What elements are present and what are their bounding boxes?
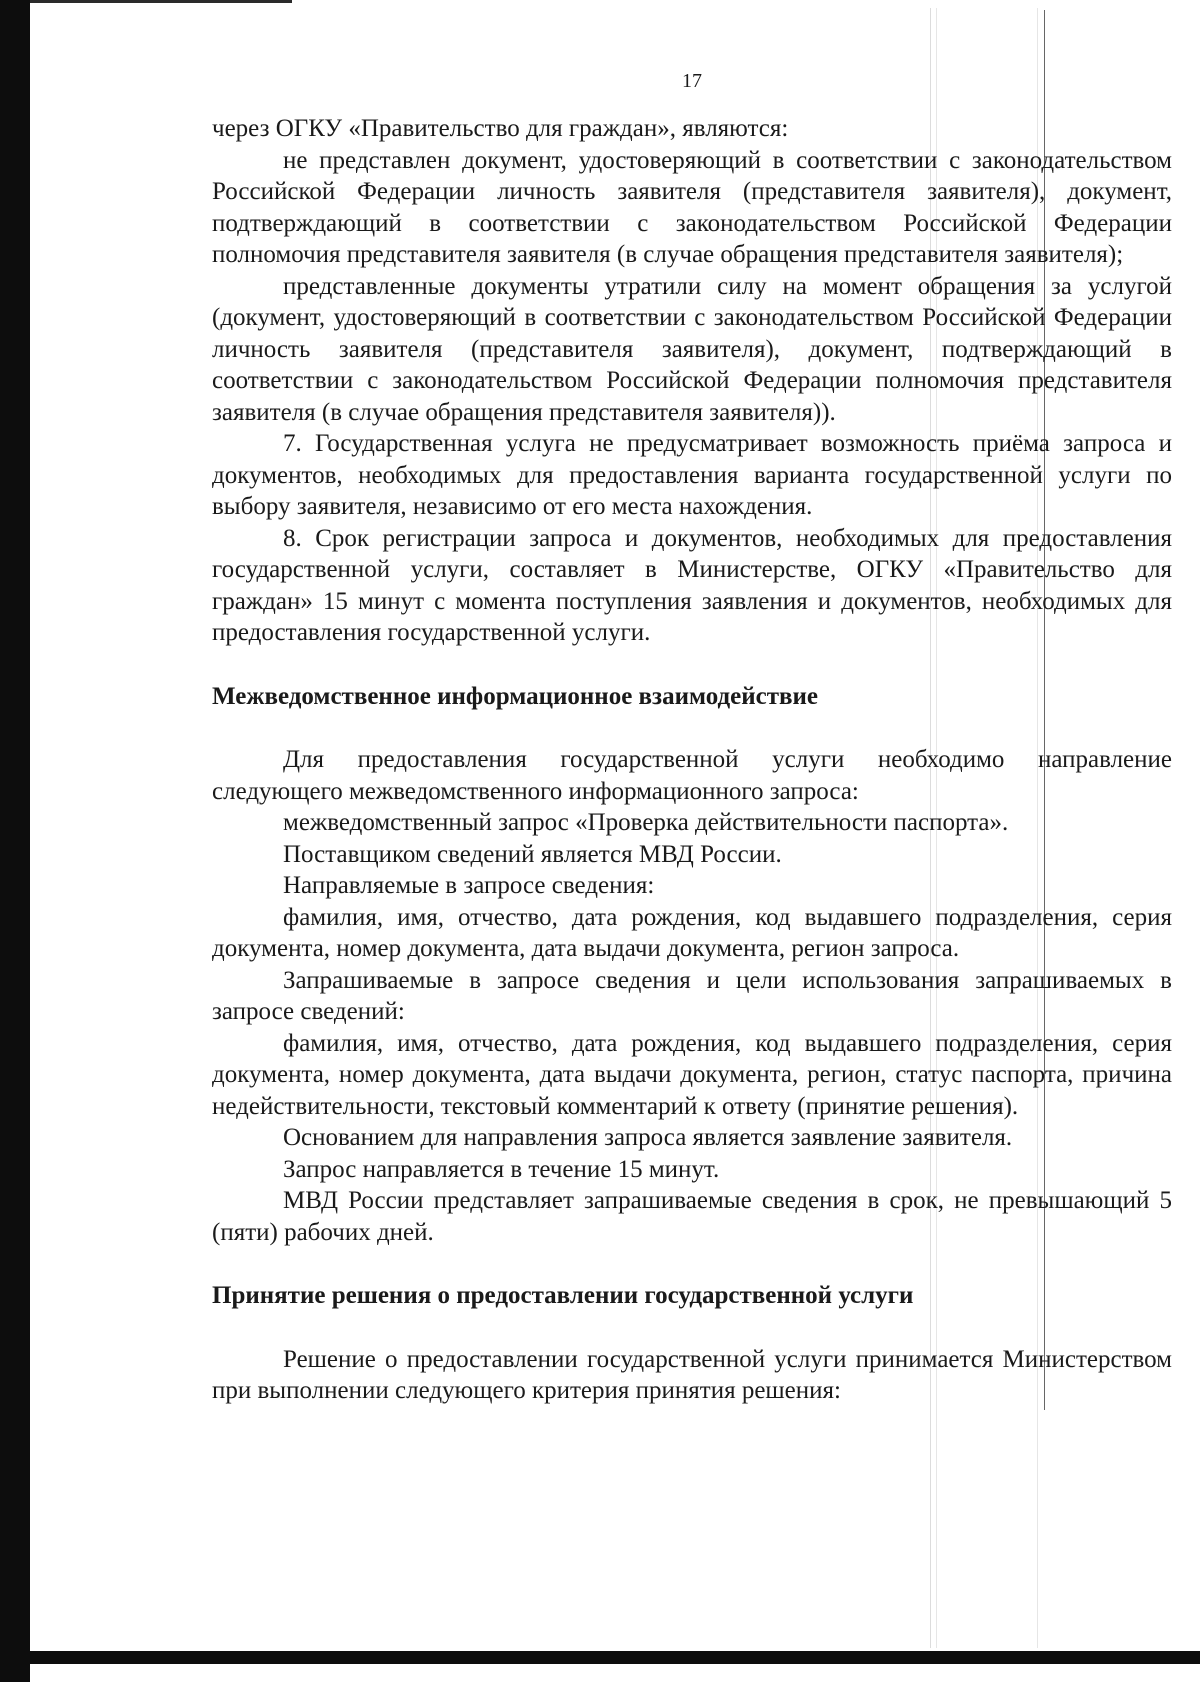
paragraph: через ОГКУ «Правительство для граждан», являются:	[212, 115, 789, 142]
document-body	[212, 113, 1172, 1407]
paragraph: фамилия, имя, отчество, дата рождения, код выдавшего подразделения, серия документа, номер документа, дата выдачи документа, регион запроса.	[212, 903, 1172, 962]
paragraph: 7. Государственная услуга не предусматривает возможность приёма запроса и документов, необходимых для предоставления варианта государственной услуги по выбору заявителя, независимо от его места нахождения.	[212, 430, 1172, 520]
paragraph: Запрос направляется в течение 15 минут.	[283, 1155, 720, 1183]
paragraph: межведомственный запрос «Проверка действительности паспорта».	[283, 809, 1009, 836]
paragraph: Для предоставления государственной услуги необходимо направление следующего межведомственного информационного запроса:	[212, 746, 1172, 805]
paragraph: МВД России представляет запрашиваемые сведения в срок, не превышающий 5 (пяти) рабочих дней.	[212, 1187, 1172, 1246]
paragraph: представленные документы утратили силу на момент обращения за услугой (документ, удостоверяющий в соответствии с законодательством Российской Федерации личность заявителя (представителя заявителя), документ, подтверждающий в соответствии с законодательством Российской Федерации полномочия представителя заявителя (в случае обращения представителя заявителя)).	[212, 272, 1172, 426]
section-heading: Межведомственное информационное взаимодействие	[212, 682, 818, 710]
paragraph: Поставщиком сведений является МВД России.	[283, 840, 782, 868]
paragraph: Направляемые в запросе сведения:	[283, 872, 655, 899]
paragraph: Решение о предоставлении государственной услуги принимается Министерством при выполнении следующего критерия принятия решения:	[212, 1345, 1172, 1404]
paragraph: фамилия, имя, отчество, дата рождения, код выдавшего подразделения, серия документа, номер документа, дата выдачи документа, регион, статус паспорта, причина недействительности, текстовый комментарий к ответу (принятие решения).	[212, 1029, 1172, 1120]
paragraph: Основанием для направления запроса является заявление заявителя.	[283, 1124, 1013, 1151]
paragraph: 8. Срок регистрации запроса и документов, необходимых для предоставления государственной услуги, составляет в Министерстве, ОГКУ «Правительство для граждан» 15 минут с момента поступления заявления и документов, необходимых для предоставления государственной услуги.	[212, 524, 1172, 646]
scan-left-border	[0, 0, 30, 1682]
scan-bottom-border	[30, 1651, 1200, 1664]
scan-top-mark	[30, 0, 292, 3]
paragraph: не представлен документ, удостоверяющий в соответствии с законодательством Российской Федерации личность заявителя (представителя заявителя), документ, подтверждающий в соответствии с законодательством Российской Федерации полномочия представителя заявителя (в случае обращения представителя заявителя);	[212, 146, 1172, 268]
section-heading: Принятие решения о предоставлении государственной услуги	[212, 1282, 914, 1309]
paragraph: Запрашиваемые в запросе сведения и цели использования запрашиваемых в запросе сведений:	[212, 966, 1172, 1025]
page-number: 17	[682, 70, 702, 92]
